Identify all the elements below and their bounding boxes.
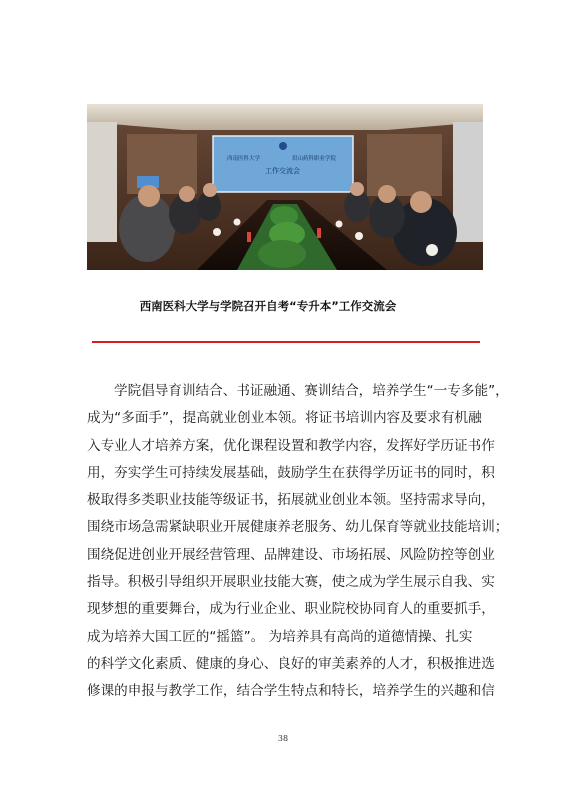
photo-caption-text: 西南医科大学与学院召开自考“专升本”工作交流会 [139, 299, 397, 313]
body-line: 的科学文化素质、健康的身心、良好的审美素养的人才，积极推进选 [87, 655, 495, 672]
page-number: 38 [277, 734, 289, 743]
screen-text-right: 眉山药科职业学院 [292, 156, 337, 162]
body-line: 围绕市场急需紧缺职业开展健康养老服务、幼儿保育等就业技能培训； [87, 519, 509, 536]
body-line: 围绕促进创业开展经营管理、品牌建设、市场拓展、风险防控等创业 [87, 546, 495, 563]
photo-caption [0, 298, 566, 314]
screen-text-left: 西南医科大学 [227, 156, 261, 162]
body-line: 入专业人才培养方案，优化课程设置和教学内容，发挥好学历证书作 [87, 437, 495, 454]
body-line: 学院倡导育训结合、书证融通、赛训结合，培养学生“一专多能”， [114, 383, 509, 399]
body-line: 用，夯实学生可持续发展基础，鼓励学生在获得学历证书的同时，积 [87, 464, 495, 481]
body-line: 现梦想的重要舞台，成为行业企业、职业院校协同育人的重要抓手， [87, 601, 495, 618]
meeting-photo [87, 104, 483, 270]
screen-text-title: 工作交流会 [265, 168, 300, 175]
red-divider-line [92, 341, 480, 343]
body-line: 指导。积极引导组织开展职业技能大赛，使之成为学生展示自我、实 [87, 574, 495, 591]
body-line: 极取得多类职业技能等级证书，拓展就业创业本领。坚持需求导向， [87, 492, 495, 509]
article-body [87, 378, 509, 706]
meeting-photo-illustration [87, 104, 483, 270]
body-line: 成为“多面手”，提高就业创业本领。将证书培训内容及要求有机融 [87, 410, 482, 427]
body-line: 修课的申报与教学工作，结合学生特点和特长，培养学生的兴趣和信 [87, 683, 495, 700]
body-line: 成为培养大国工匠的“摇篮”。 为培养具有高尚的道德情操、扎实 [87, 628, 473, 645]
